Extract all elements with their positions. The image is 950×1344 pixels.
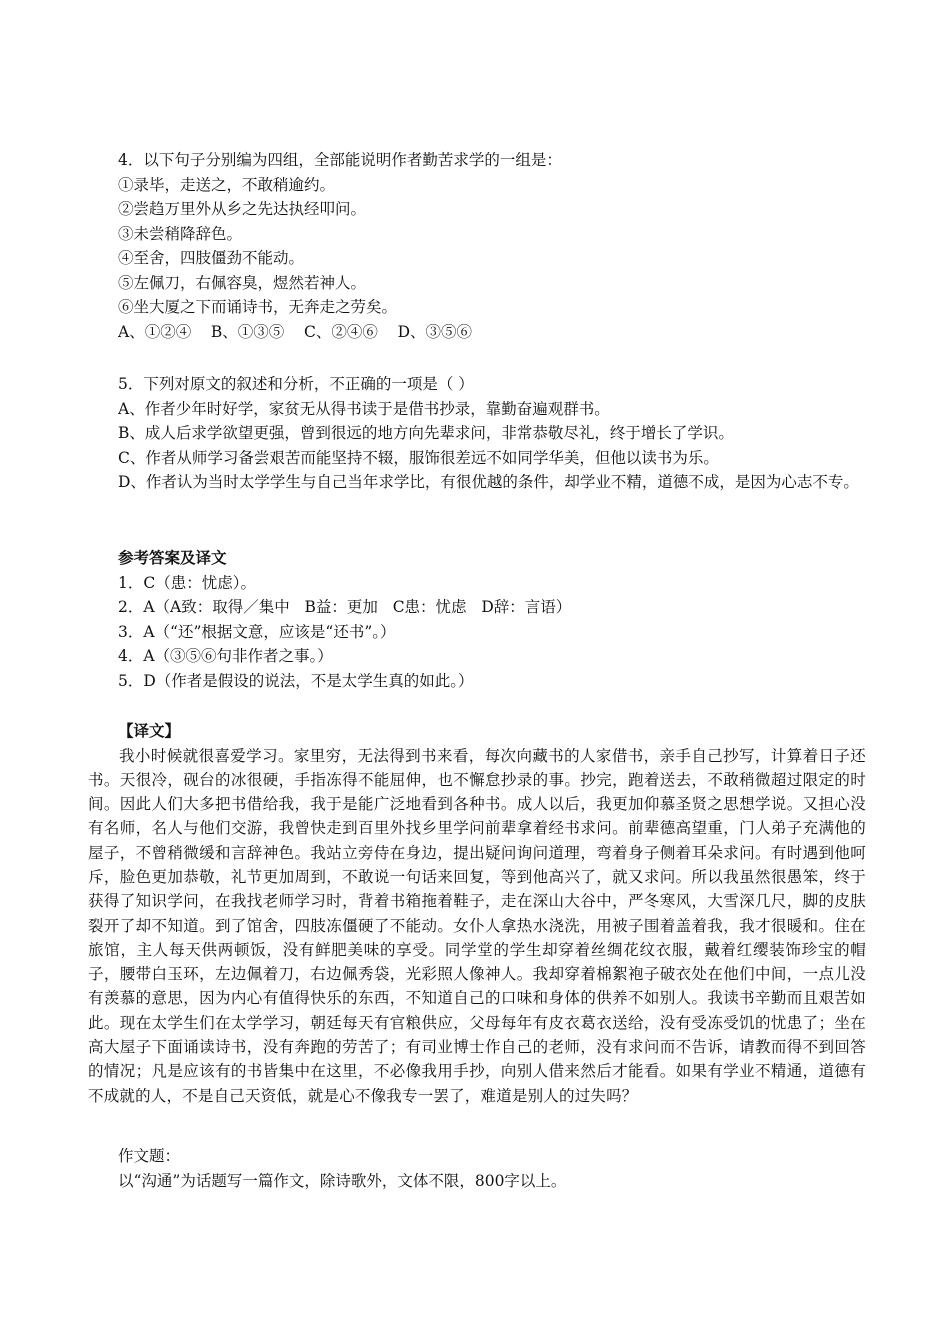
essay-label: 作文题： <box>118 1147 181 1165</box>
answers-section <box>118 546 866 693</box>
answer-3: 3．A（“还”根据文意，应该是“还书”。） <box>118 622 396 641</box>
question-4-options: A、①②④ B、①③⑤ C、②④⑥ D、③⑤⑥ <box>118 322 472 341</box>
translation-heading: 【译文】 <box>118 721 181 740</box>
translation-section <box>88 719 866 1108</box>
essay-section <box>118 1144 866 1193</box>
option-a: A、作者少年时好学，家贫无从得书读于是借书抄录，靠勤奋遍观群书。 <box>118 399 610 418</box>
option-d-block <box>88 470 866 495</box>
answer-5: 5．D（作者是假设的说法，不是太学生真的如此。） <box>118 671 474 690</box>
question-4 <box>118 148 866 344</box>
question-5-stem: 5．下列对原文的叙述和分析，不正确的一项是（ ） <box>118 375 474 393</box>
translation-body: 我小时候就很喜爱学习。家里穷，无法得到书来看，每次向藏书的人家借书，亲手自己抄写，计算着日子还书。天很冷，砚台的冰很硬，手指冻得不能屈伸，也不懈怠抄录的事。抄完，跑着送去，不敢稍微超过限定的时间。因此人们大多把书借给我，我于是能广泛地看到各种书。成人以后，我更加仰慕圣贤之思想学说。又担心没有名师，名人与他们交游，我曾快走到百里外找乡里学问前辈拿着经书求问。前辈德高望重，门人弟子充满他的屋子，不曾稍微缓和言辞神色。我站立旁侍在身边，提出疑问询问道理，弯着身子侧着耳朵求问。有时遇到他呵斥，脸色更加恭敬，礼节更加周到，不敢说一句话来回复，等到他高兴了，就又求问。所以我虽然很愚笨，终于获得了知识学问，在我找老师学习时，背着书箱拖着鞋子，走在深山大谷中，严冬寒风，大雪深几尺，脚的皮肤裂开了却不知道。到了馆舍，四肢冻僵硬了不能动。女仆人拿热水浇洗，用被子围着盖着我，我才很暖和。住在旅馆，主人每天供两顿饭，没有鲜肥美味的享受。同学堂的学生却穿着丝绸花纹衣服，戴着红缨装饰珍宝的帽子，腰带白玉环，左边佩着刀，右边佩秀袋，光彩照人像神人。我却穿着棉絮袍子破衣处在他们中间，一点儿没有羡慕的意思，因为内心有值得快乐的东西，不知道自己的口味和身体的供养不如别人。我读书辛勤而且艰苦如此。现在太学生们在太学学习，朝廷每天有官粮供应，父母每年有皮衣葛衣送给，没有受冻受饥的忧患了；坐在高大屋子下面诵读诗书，没有奔跑的劳苦了；有司业博士作自己的老师，没有求问而不告诉，请教而得不到回答的情况；凡是应该有的书皆集中在这里，不必像我用手抄，向别人借来然后才能看。如果有学业不精通，道德有不成就的人，不是自己天资低，就是心不像我专一罢了，难道是别人的过失吗？ <box>88 746 866 1105</box>
question-4-stem: 4．以下句子分别编为四组，全部能说明作者勤苦求学的一组是： <box>118 151 562 169</box>
sentence-1: ①录毕，走送之，不敢稍逾约。 <box>118 175 336 194</box>
answer-4: 4．A（③⑤⑥句非作者之事。） <box>118 647 333 665</box>
question-5 <box>118 372 866 470</box>
option-c: C、作者从师学习备尝艰苦而能坚持不辍，服饰很差远不如同学华美，但他以读书为乐。 <box>118 448 719 467</box>
option-b: B、成人后求学欲望更强，曾到很远的地方向先辈求问，非常恭敬尽礼，终于增长了学识。 <box>118 424 734 442</box>
sentence-3: ③未尝稍降辞色。 <box>118 224 243 243</box>
sentence-5: ⑤左佩刀，右佩容臭，煜然若神人。 <box>118 273 367 292</box>
sentence-6: ⑥坐大厦之下而诵诗书，无奔走之劳矣。 <box>118 298 398 316</box>
sentence-4: ④至舍，四肢僵劲不能动。 <box>118 249 305 267</box>
essay-prompt: 以“沟通”为话题写一篇作文，除诗歌外，文体不限，800字以上。 <box>118 1171 567 1190</box>
answer-2: 2．A（A致：取得／集中 B益：更加 C患：忧虑 D辞：言语） <box>118 598 572 616</box>
option-d: D、作者认为当时太学学生与自己当年求学比，有很优越的条件，却学业不精，道德不成，是因为心志不专。 <box>118 473 859 491</box>
answer-1: 1．C（患：忧虑）。 <box>118 573 256 592</box>
answers-heading: 参考答案及译文 <box>118 548 227 567</box>
sentence-2: ②尝趋万里外从乡之先达执经叩问。 <box>118 200 367 218</box>
